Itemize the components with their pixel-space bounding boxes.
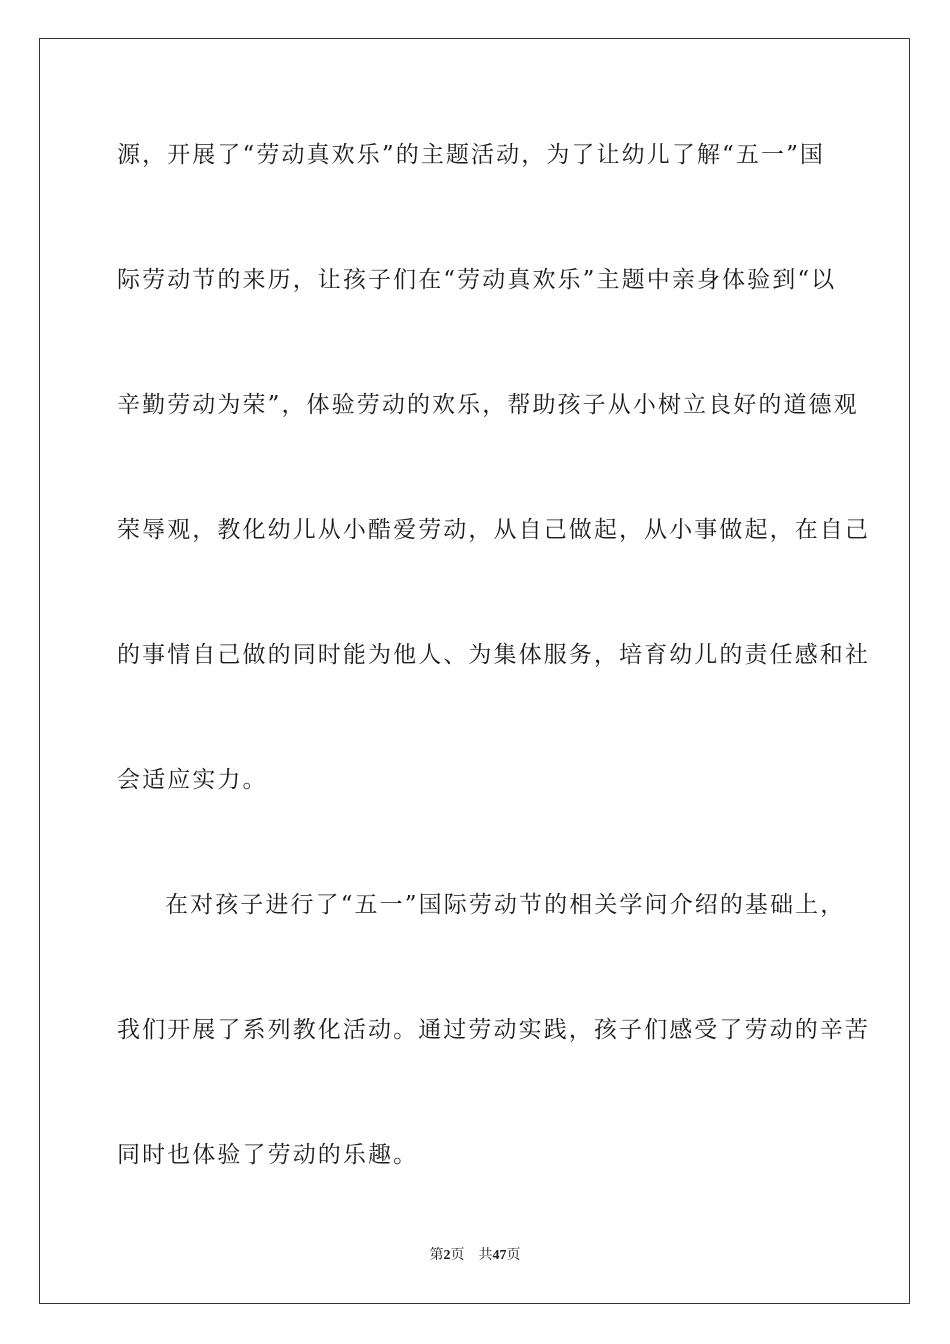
page-prefix: 第 bbox=[429, 1248, 444, 1263]
total-pages: 47 bbox=[492, 1248, 507, 1263]
body-text-line-7: 在对孩子进行了“五一”国际劳动节的相关学问介绍的基础上， bbox=[165, 892, 846, 918]
page-footer bbox=[0, 1247, 950, 1265]
page-border bbox=[39, 38, 910, 1304]
page-number: 2 bbox=[443, 1248, 451, 1263]
body-text-line-8: 我们开展了系列教化活动。通过劳动实践，孩子们感受了劳动的辛苦 bbox=[117, 1017, 870, 1043]
body-text-line-2: 际劳动节的来历，让孩子们在“劳动真欢乐”主题中亲身体验到“以 bbox=[117, 267, 837, 293]
total-prefix: 共 bbox=[478, 1248, 493, 1263]
body-text-line-6: 会适应实力。 bbox=[117, 767, 268, 793]
total-suffix: 页 bbox=[506, 1248, 521, 1263]
body-text-line-4: 荣辱观，教化幼儿从小酷爱劳动，从自己做起，从小事做起，在自己 bbox=[117, 517, 870, 543]
body-text-line-9: 同时也体验了劳动的乐趣。 bbox=[117, 1142, 419, 1168]
body-text-line-5: 的事情自己做的同时能为他人、为集体服务，培育幼儿的责任感和社 bbox=[117, 642, 870, 668]
body-text-line-3: 辛勤劳动为荣”，体验劳动的欢乐，帮助孩子从小树立良好的道德观 bbox=[117, 392, 859, 418]
body-text-line-1: 源，开展了“劳动真欢乐”的主题活动，为了让幼儿了解“五一”国 bbox=[117, 142, 826, 168]
page-suffix: 页 bbox=[450, 1248, 465, 1263]
